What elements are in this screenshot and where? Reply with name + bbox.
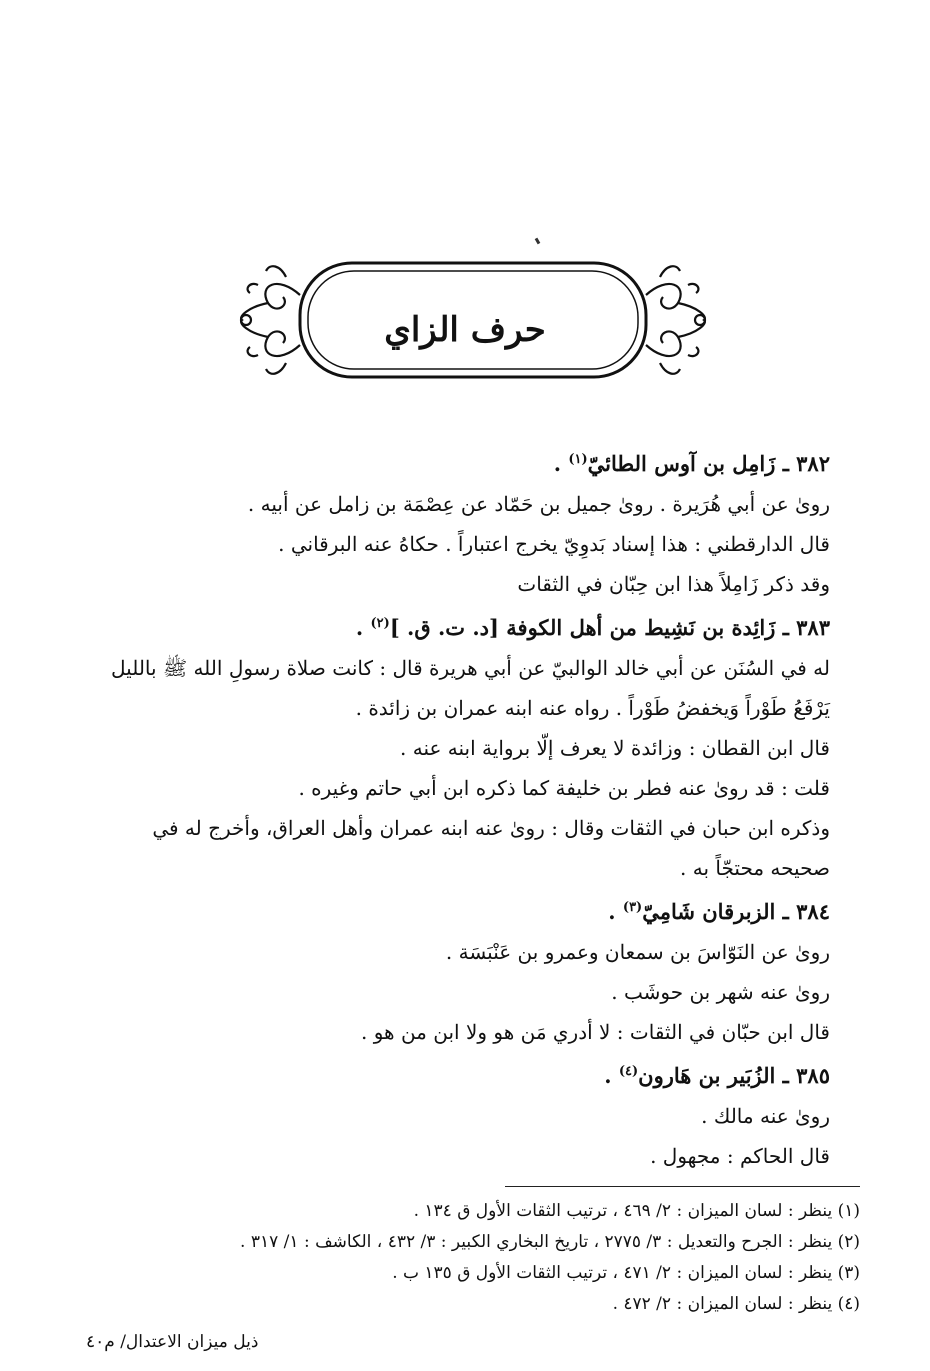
text-line: وذكره ابن حبان في الثقات وقال : روىٰ عنه ابنه عمران وأهل العراق، وأخرج له في xyxy=(152,816,830,840)
text-line: روىٰ عن النَوّاسَ بن سمعان وعمرو بن عَنْبَسَة . xyxy=(445,940,830,964)
text-line: روىٰ عنه شهر بن حوشَب . xyxy=(611,980,830,1004)
chapter-title: حرف الزاي xyxy=(384,310,546,350)
text-line: قال الدارقطني : هذا إسناد بَدوِيّ يخرج اعتباراً . حكاهُ عنه البرقاني . xyxy=(278,532,830,556)
text-line: له في السُنَن عن أبي خالد الوالبيّ عن أبي هريرة قال : كانت صلاة رسولِ الله ﷺ بالليل xyxy=(111,656,830,680)
text-line: وقد ذكر زَامِلاً هذا ابن حِبّان في الثقات xyxy=(517,572,830,596)
entry-heading: ٣٨٣ ـ زَائِدة بن نَشِيط من أهل الكوفة [د. ت. ق. ]$^{(٢)}$ . xyxy=(355,615,830,640)
footnote-ref: (١) xyxy=(568,452,588,467)
main-text xyxy=(60,440,830,1176)
entry-heading: ٣٨٥ ـ الزُبَير بن هَارون$^{(٤)}$ . xyxy=(604,1063,830,1088)
footnote: (٢) ينظر : الجرح والتعديل : ٣/ ٢٧٧٥ ، تاريخ البخاري الكبير : ٣/ ٤٣٢ ، الكاشف : ١/ ٣١٧ . xyxy=(240,1232,860,1252)
text-line: صحيحه محتجّاً به . xyxy=(680,856,830,880)
footnote: (٣) ينظر : لسان الميزان : ٢/ ٤٧١ ، ترتيب الثقات الأول ق ١٣٥ ب . xyxy=(392,1263,860,1283)
entry-heading: ٣٨٤ ـ الزبرقان شَامِيّ$^{(٣)}$ . xyxy=(608,899,830,924)
text-line: قال ابن القطان : وزائدة لا يعرف إلّا برواية ابنه عنه . xyxy=(400,736,830,760)
text-line: قال ابن حبّان في الثقات : لا أدري مَن هو ولا ابن من هو . xyxy=(361,1020,830,1044)
footnote-divider xyxy=(505,1186,860,1187)
text-line: يَرْفَعُ طَوْراً وَيخفضُ طَوْراً . رواه عنه ابنه عمران بن زائدة . xyxy=(355,696,830,720)
text-line: قال الحاكم : مجهول . xyxy=(650,1144,830,1168)
footnote: (١) ينظر : لسان الميزان : ٢/ ٤٦٩ ، ترتيب الثقات الأول ق ١٣٤ . xyxy=(413,1201,860,1221)
entry-heading: ٣٨٢ ـ زَامِل بن آوس الطائيّ$^{(١)}$ . xyxy=(553,451,830,476)
footnotes xyxy=(50,1196,860,1320)
text-line: روىٰ عن أبي هُرَيرة . روىٰ جميل بن حَمّاد عن عِصْمَة بن زامل عن أبيه . xyxy=(247,492,830,516)
page-footer-label: ذيل ميزان الاعتدال/ م٤٠ xyxy=(86,1332,259,1352)
text-line: قلت : قد روىٰ عنه فطر بن خليفة كما ذكره ابن أبي حاتم وغيره . xyxy=(298,776,830,800)
footnote-ref: (٣) xyxy=(622,900,643,915)
footnote-ref: (٢) xyxy=(370,616,390,631)
print-mark xyxy=(535,238,541,245)
text-line: روىٰ عنه مالك . xyxy=(701,1104,830,1128)
footnote: (٤) ينظر : لسان الميزان : ٢/ ٤٧٢ . xyxy=(612,1294,860,1314)
footnote-ref: (٤) xyxy=(618,1064,639,1079)
